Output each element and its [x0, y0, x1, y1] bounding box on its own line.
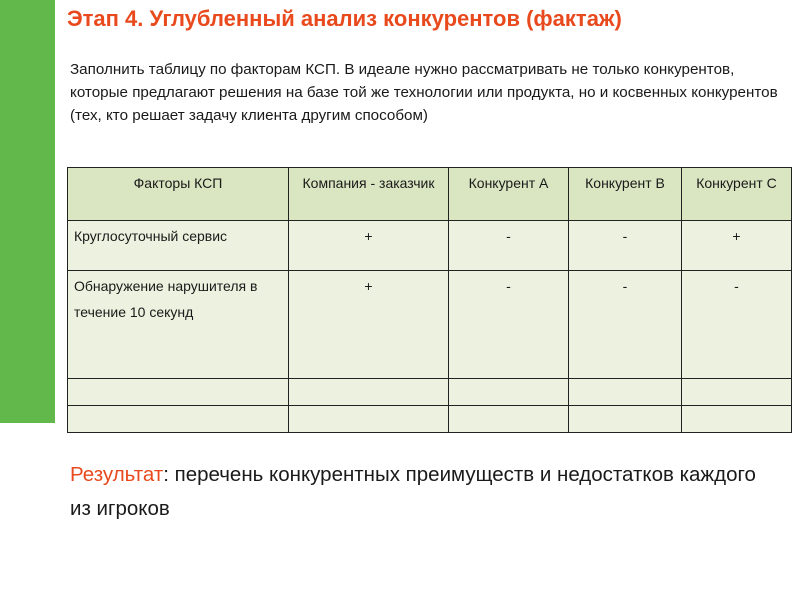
header-customer: Компания - заказчик: [289, 168, 449, 221]
header-factors: Факторы КСП: [68, 168, 289, 221]
mark-cell: [569, 379, 682, 406]
mark-cell: [682, 406, 792, 433]
mark-cell: +: [289, 221, 449, 271]
accent-bar: [0, 0, 55, 423]
table-header-row: [68, 168, 792, 221]
mark-cell: [569, 406, 682, 433]
mark-cell: [289, 379, 449, 406]
mark-cell: [289, 406, 449, 433]
factor-cell: Круглосуточный сервис: [68, 221, 289, 271]
table-row: [68, 221, 792, 271]
slide-title: Этап 4. Углубленный анализ конкурентов (фактаж): [67, 6, 622, 31]
mark-cell: [449, 379, 569, 406]
mark-cell: +: [289, 271, 449, 379]
factor-cell: [68, 406, 289, 433]
mark-cell: +: [682, 221, 792, 271]
mark-cell: [682, 379, 792, 406]
mark-cell: [449, 406, 569, 433]
header-competitor-b: Конкурент В: [569, 168, 682, 221]
factor-cell: Обнаружение нарушителя в течение 10 секунд: [68, 271, 289, 379]
table-row: [68, 379, 792, 406]
factor-cell: [68, 379, 289, 406]
mark-cell: -: [569, 221, 682, 271]
mark-cell: -: [449, 221, 569, 271]
result-label: Результат: [70, 463, 164, 486]
mark-cell: -: [449, 271, 569, 379]
intro-text: Заполнить таблицу по факторам КСП. В идеале нужно рассматривать не только конкурентов, которые предлагают решения на базе той же технологии или продукта, но и косвенных конкурентов (тех, кто решает задачу клиента другим способом): [70, 61, 778, 124]
table-row: [68, 271, 792, 379]
header-competitor-a: Конкурент А: [449, 168, 569, 221]
factors-table: [67, 167, 792, 433]
mark-cell: -: [569, 271, 682, 379]
mark-cell: -: [682, 271, 792, 379]
header-competitor-c: Конкурент С: [682, 168, 792, 221]
result-body: : перечень конкурентных преимуществ и недостатков каждого из игроков: [70, 463, 756, 520]
table-row: [68, 406, 792, 433]
result-text: [70, 458, 770, 526]
